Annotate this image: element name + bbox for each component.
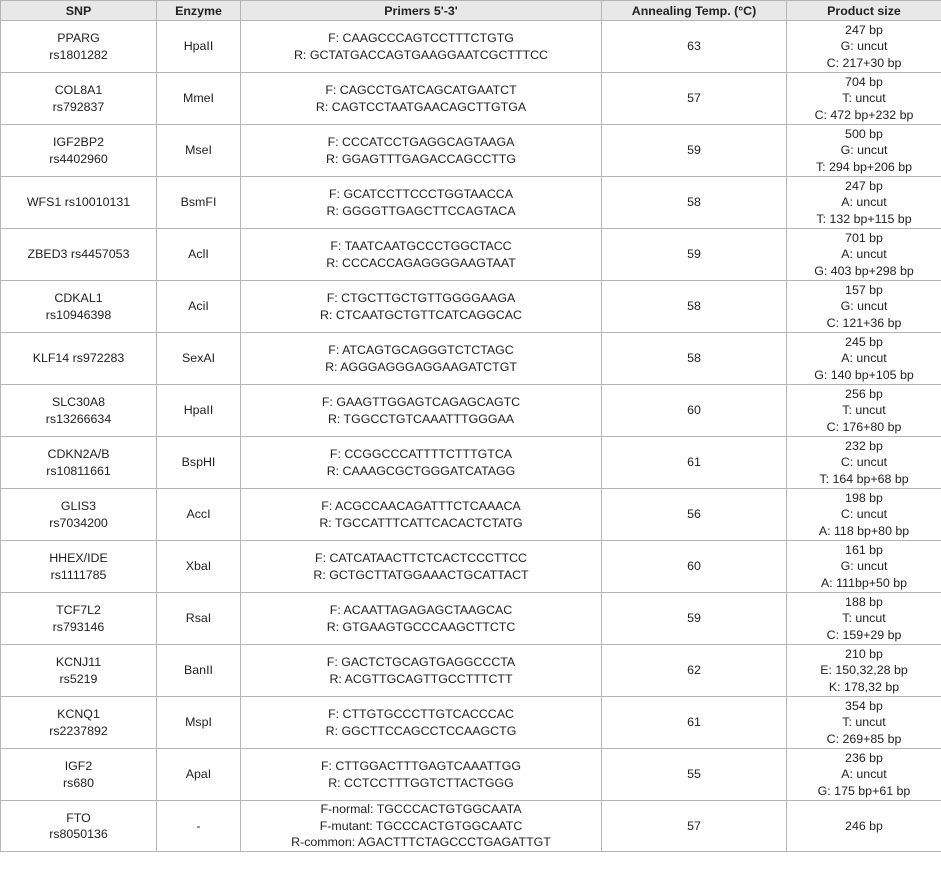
product-size-line: T: uncut — [842, 611, 886, 626]
annealing-temp-cell: 55 — [602, 749, 787, 801]
annealing-temp-cell: 57 — [602, 801, 787, 852]
primers-line: F: GAAGTTGGAGTCAGAGCAGTC — [321, 395, 521, 410]
snp-line: rs792837 — [52, 99, 105, 114]
primers-cell — [241, 125, 602, 177]
enzyme-cell: - — [157, 801, 241, 852]
enzyme-cell: BsmFI — [157, 177, 241, 229]
product-size-line: 161 bp — [845, 542, 883, 557]
snp-cell — [1, 541, 157, 593]
product-size-line: K: 178,32 bp — [828, 679, 900, 694]
product-size-cell — [787, 281, 941, 333]
annealing-temp-cell: 57 — [602, 73, 787, 125]
snp-line: rs1801282 — [49, 47, 108, 62]
product-size-cell — [787, 333, 941, 385]
product-size-line: 704 bp — [845, 74, 883, 89]
primers-line: R: ACGTTGCAGTTGCCTTTCTT — [329, 671, 513, 686]
snp-line: IGF2BP2 — [53, 135, 104, 150]
annealing-temp-cell: 59 — [602, 229, 787, 281]
enzyme-cell: AciI — [157, 281, 241, 333]
product-size-line: 247 bp — [845, 178, 883, 193]
primers-line: F: ACGCCAACAGATTTCTCAAACA — [321, 499, 521, 514]
header-enzyme: Enzyme — [157, 1, 241, 21]
table-row — [1, 749, 941, 801]
snp-cell — [1, 697, 157, 749]
primers-cell — [241, 489, 602, 541]
product-size-line: E: 150,32,28 bp — [820, 663, 908, 678]
enzyme-cell: SexAI — [157, 333, 241, 385]
product-size-line: 245 bp — [845, 334, 883, 349]
annealing-temp-cell: 63 — [602, 21, 787, 73]
product-size-line: G: 140 bp+105 bp — [814, 367, 914, 382]
table-row — [1, 541, 941, 593]
snp-cell — [1, 125, 157, 177]
product-size-line: 210 bp — [845, 646, 883, 661]
header-primers: Primers 5'-3' — [241, 1, 602, 21]
enzyme-cell: MmeI — [157, 73, 241, 125]
table-row — [1, 177, 941, 229]
header-row — [1, 1, 941, 21]
primers-cell — [241, 21, 602, 73]
snp-line: KCNQ1 — [57, 707, 100, 722]
annealing-temp-cell: 58 — [602, 333, 787, 385]
snp-line: FTO — [66, 810, 91, 825]
snp-line: rs4402960 — [49, 151, 108, 166]
snp-line: rs7034200 — [49, 515, 108, 530]
product-size-cell — [787, 697, 941, 749]
snp-line: rs10811661 — [46, 463, 111, 478]
product-size-cell — [787, 749, 941, 801]
product-size-cell — [787, 645, 941, 697]
primers-cell — [241, 229, 602, 281]
primers-cell — [241, 541, 602, 593]
primers-cell — [241, 281, 602, 333]
primers-line: F: ATCAGTGCAGGGTCTCTAGC — [328, 343, 514, 358]
product-size-line: G: uncut — [840, 559, 888, 574]
primers-cell — [241, 801, 602, 852]
table-row — [1, 593, 941, 645]
table-row — [1, 697, 941, 749]
product-size-line: C: 176+80 bp — [826, 419, 902, 434]
snp-line: WFS1 rs10010131 — [26, 195, 131, 210]
annealing-temp-cell: 58 — [602, 177, 787, 229]
snp-line: SLC30A8 — [51, 395, 106, 410]
product-size-line: A: uncut — [841, 195, 887, 210]
primers-line: R: GCTATGACCAGTGAAGGAATCGCTTTCC — [293, 47, 548, 62]
product-size-line: 246 bp — [845, 818, 883, 833]
snp-cell — [1, 73, 157, 125]
snp-line: CDKN2A/B — [47, 447, 110, 462]
enzyme-cell: AclI — [157, 229, 241, 281]
product-size-line: T: 294 bp+206 bp — [815, 159, 913, 174]
primers-cell — [241, 73, 602, 125]
annealing-temp-cell: 61 — [602, 437, 787, 489]
snp-line: HHEX/IDE — [49, 551, 108, 566]
product-size-cell — [787, 385, 941, 437]
product-size-line: A: uncut — [841, 767, 887, 782]
product-size-line: C: 217+30 bp — [826, 55, 902, 70]
product-size-cell — [787, 73, 941, 125]
table-row — [1, 489, 941, 541]
product-size-line: 247 bp — [845, 22, 883, 37]
enzyme-cell: BanII — [157, 645, 241, 697]
product-size-line: 188 bp — [845, 594, 883, 609]
snp-cell — [1, 333, 157, 385]
snp-line: IGF2 — [64, 759, 93, 774]
table-row — [1, 229, 941, 281]
primers-line: F: ACAATTAGAGAGCTAAGCAC — [329, 603, 513, 618]
snp-line: TCF7L2 — [56, 603, 101, 618]
product-size-line: C: uncut — [840, 507, 888, 522]
snp-line: rs8050136 — [49, 827, 108, 841]
product-size-line: 157 bp — [845, 282, 883, 297]
primers-cell — [241, 645, 602, 697]
primers-line: F-mutant: TGCCCACTGTGGCAATC — [319, 818, 523, 833]
product-size-cell — [787, 593, 941, 645]
snp-line: GLIS3 — [60, 499, 97, 514]
snp-cell — [1, 801, 157, 852]
table-row — [1, 281, 941, 333]
product-size-line: G: 403 bp+298 bp — [814, 263, 914, 278]
product-size-line: T: uncut — [842, 403, 886, 418]
product-size-line: 701 bp — [845, 230, 883, 245]
product-size-line: G: uncut — [840, 143, 888, 158]
primers-cell — [241, 177, 602, 229]
snp-cell — [1, 437, 157, 489]
primers-line: R-common: AGACTTTCTAGCCCTGAGATTGT — [291, 835, 551, 850]
product-size-cell — [787, 177, 941, 229]
primers-cell — [241, 749, 602, 801]
snp-line: rs5219 — [59, 671, 98, 686]
primers-line: F: CAGCCTGATCAGCATGAATCT — [325, 83, 517, 98]
product-size-line: 236 bp — [845, 750, 883, 765]
primers-line: F: CTGCTTGCTGTTGGGGAAGA — [326, 291, 516, 306]
snp-line: rs793146 — [52, 619, 105, 634]
primers-line: R: CTCAATGCTGTTCATCAGGCAC — [320, 307, 522, 322]
product-size-line: 256 bp — [845, 386, 883, 401]
product-size-line: T: 164 bp+68 bp — [819, 471, 909, 486]
primers-line: F: CCGGCCCATTTTCTTTGTCA — [329, 447, 513, 462]
enzyme-cell: BspHI — [157, 437, 241, 489]
product-size-line: T: uncut — [842, 91, 886, 106]
product-size-line: G: 175 bp+61 bp — [817, 783, 911, 798]
snp-cell — [1, 645, 157, 697]
product-size-line: 500 bp — [845, 126, 883, 141]
product-size-line: G: uncut — [840, 39, 888, 54]
product-size-line: A: 111bp+50 bp — [820, 575, 907, 590]
primers-line: F-normal: TGCCCACTGTGGCAATA — [320, 802, 522, 817]
table-row — [1, 73, 941, 125]
snp-line: rs13266634 — [45, 411, 112, 426]
snp-line: COL8A1 — [54, 83, 103, 98]
enzyme-cell: HpaII — [157, 385, 241, 437]
primers-cell — [241, 333, 602, 385]
enzyme-cell: RsaI — [157, 593, 241, 645]
product-size-line: 232 bp — [845, 438, 883, 453]
snp-line: KLF14 rs972283 — [32, 351, 125, 366]
snp-cell — [1, 21, 157, 73]
product-size-line: C: uncut — [840, 455, 888, 470]
primers-line: R: TGCCATTTCATTCACACTCTATG — [319, 515, 523, 530]
product-size-line: A: uncut — [841, 247, 887, 262]
product-size-line: C: 159+29 bp — [826, 627, 902, 642]
annealing-temp-cell: 58 — [602, 281, 787, 333]
header-snp: SNP — [1, 1, 157, 21]
primers-line: R: GGAGTTTGAGACCAGCCTTG — [326, 151, 516, 166]
snp-line: PPARG — [57, 31, 100, 46]
primers-line: R: TGGCCTGTCAAATTTGGGAA — [327, 411, 515, 426]
table-row — [1, 385, 941, 437]
product-size-cell — [787, 229, 941, 281]
primers-line: F: CTTGGACTTTGAGTCAAATTGG — [320, 759, 522, 774]
product-size-line: T: 132 bp+115 bp — [816, 211, 912, 226]
header-product-size: Product size — [787, 1, 941, 21]
snp-line: CDKAL1 — [54, 291, 103, 306]
product-size-line: 198 bp — [845, 490, 883, 505]
snp-cell — [1, 229, 157, 281]
enzyme-cell: MspI — [157, 697, 241, 749]
primers-cell — [241, 385, 602, 437]
snp-cell — [1, 385, 157, 437]
primers-line: R: GGCTTCCAGCCTCCAAGCTG — [325, 723, 517, 738]
snp-line: rs2237892 — [49, 723, 108, 738]
enzyme-cell: HpaII — [157, 21, 241, 73]
product-size-line: A: 118 bp+80 bp — [818, 523, 910, 538]
enzyme-cell: MseI — [157, 125, 241, 177]
snp-line: rs680 — [63, 775, 94, 790]
product-size-cell — [787, 801, 941, 852]
product-size-cell — [787, 489, 941, 541]
primers-line: F: TAATCAATGCCCTGGCTACC — [330, 239, 512, 254]
table-row — [1, 801, 941, 852]
product-size-line: A: uncut — [841, 351, 887, 366]
annealing-temp-cell: 59 — [602, 125, 787, 177]
primers-line: R: GGGGTTGAGCTTCCAGTACA — [326, 203, 516, 218]
snp-line: rs10946398 — [45, 307, 112, 322]
snp-line: KCNJ11 — [55, 655, 102, 670]
annealing-temp-cell: 61 — [602, 697, 787, 749]
primers-cell — [241, 697, 602, 749]
primers-line: R: CAAAGCGCTGGGATCATAGG — [326, 463, 516, 478]
primers-line: R: CAGTCCTAATGAACAGCTTGTGA — [315, 99, 527, 114]
primers-cell — [241, 593, 602, 645]
table-row — [1, 437, 941, 489]
primers-line: F: CAAGCCCAGTCCTTTCTGTG — [328, 31, 514, 46]
primers-line: R: GCTGCTTATGGAAACTGCATTACT — [313, 567, 529, 582]
primers-line: F: CCCATCCTGAGGCAGTAAGA — [327, 135, 515, 150]
primers-line: R: CCCACCAGAGGGGAAGTAAT — [326, 255, 516, 270]
enzyme-cell: XbaI — [157, 541, 241, 593]
product-size-line: T: uncut — [842, 715, 886, 730]
enzyme-cell: ApaI — [157, 749, 241, 801]
product-size-line: 354 bp — [845, 698, 883, 713]
snp-line: ZBED3 rs4457053 — [27, 247, 130, 262]
primers-line: F: CATCATAACTTCTCACTCCCTTCC — [315, 551, 527, 566]
primers-cell — [241, 437, 602, 489]
product-size-line: G: uncut — [840, 299, 888, 314]
table-row — [1, 645, 941, 697]
primers-line: R: AGGGAGGGAGGAAGATCTGT — [325, 359, 517, 374]
table-row — [1, 21, 941, 73]
annealing-temp-cell: 62 — [602, 645, 787, 697]
annealing-temp-cell: 60 — [602, 385, 787, 437]
primers-line: F: CTTGTGCCCTTGTCACCCAC — [328, 707, 514, 722]
product-size-line: C: 121+36 bp — [826, 315, 902, 330]
snp-line: rs1111785 — [50, 567, 107, 582]
primers-line: F: GCATCCTTCCCTGGTAACCA — [328, 187, 513, 202]
header-annealing-temp: Annealing Temp. (°C) — [602, 1, 787, 21]
snp-cell — [1, 749, 157, 801]
product-size-cell — [787, 541, 941, 593]
table-body — [1, 21, 941, 852]
primers-line: F: GACTCTGCAGTGAGGCCCTA — [326, 655, 516, 670]
product-size-line: C: 269+85 bp — [826, 731, 902, 746]
table-row — [1, 333, 941, 385]
enzyme-cell: AccI — [157, 489, 241, 541]
annealing-temp-cell: 60 — [602, 541, 787, 593]
product-size-cell — [787, 21, 941, 73]
snp-cell — [1, 281, 157, 333]
snp-cell — [1, 489, 157, 541]
product-size-cell — [787, 437, 941, 489]
primers-line: R: CCTCCTTTGGTCTTACTGGG — [328, 775, 514, 790]
snp-cell — [1, 177, 157, 229]
table-row — [1, 125, 941, 177]
annealing-temp-cell: 59 — [602, 593, 787, 645]
snp-cell — [1, 593, 157, 645]
primers-line: R: GTGAAGTGCCCAAGCTTCTC — [326, 619, 516, 634]
product-size-cell — [787, 125, 941, 177]
product-size-line: C: 472 bp+232 bp — [814, 107, 914, 122]
annealing-temp-cell: 56 — [602, 489, 787, 541]
